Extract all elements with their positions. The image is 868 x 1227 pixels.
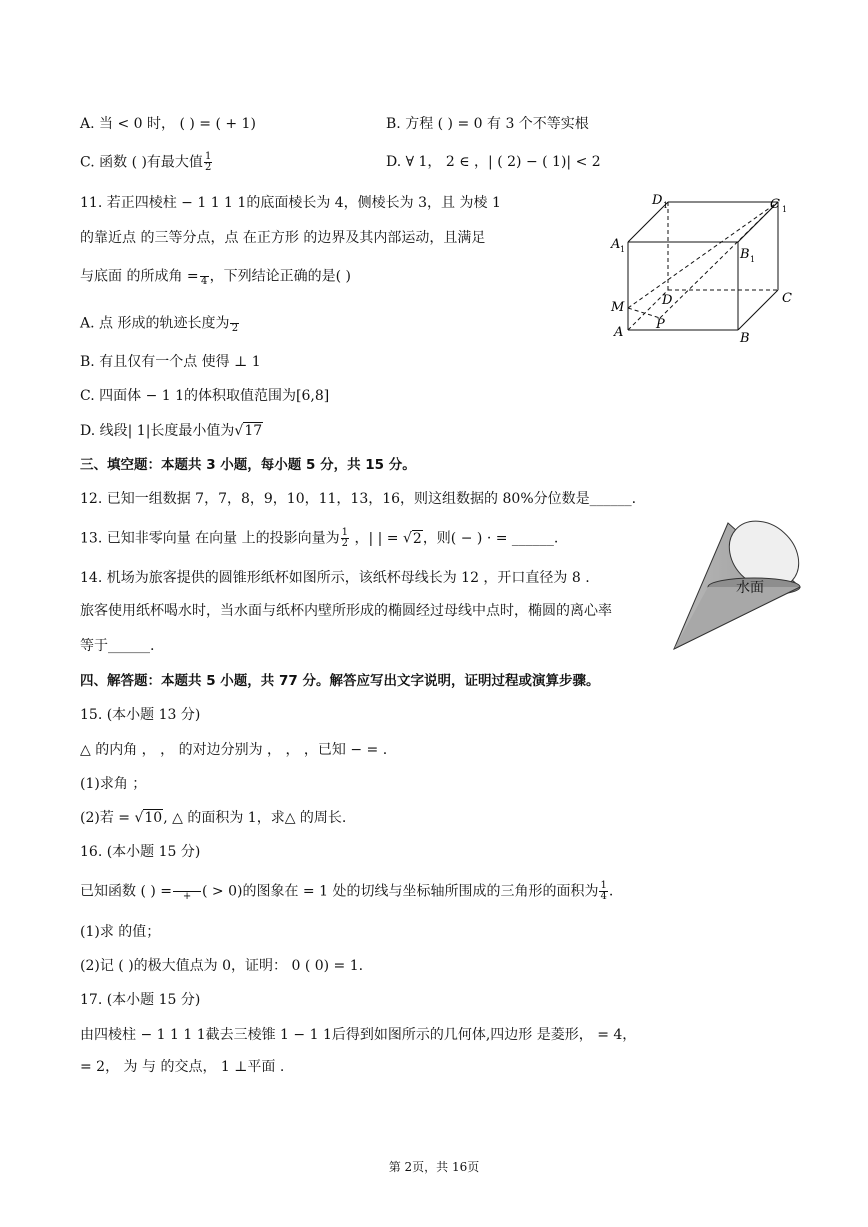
- q16-line3: (2)记 ( )的极大值点为 0，证明： 0 ( 0) = 1.: [80, 958, 364, 974]
- q11-option-a: A. 点 形成的轨迹长度为 2: [80, 313, 240, 334]
- svg-text:1: 1: [750, 255, 756, 264]
- label-a: A: [614, 325, 624, 340]
- q17-line2: = 2， 为 与 的交点， 1 ⊥平面 .: [80, 1059, 285, 1075]
- label-b: B: [740, 331, 750, 345]
- q11-option-d: D. 线段| 1|长度最小值为√17: [80, 423, 263, 439]
- q15-line3: (2)若 = √10, △ 的面积为 1，求△ 的周长.: [80, 810, 347, 826]
- q16-head: 16. (本小题 15 分): [80, 844, 201, 860]
- label-m: M: [611, 300, 625, 315]
- fraction: 2: [230, 313, 239, 334]
- q16-line1: 已知函数 ( ) = + ( > 0)的图象在 = 1 处的切线与坐标轴所围成的三角形的面积为 $\frac{1}{4}$ .: [80, 880, 614, 902]
- label-d1: D: [652, 193, 663, 208]
- q14-line2: 旅客使用纸杯喝水时，当水面与纸杯内壁所形成的椭圆经过母线中点时，椭圆的离心率: [80, 603, 612, 619]
- fraction: $\frac{1}{4}$: [600, 880, 607, 902]
- q17-line1: 由四棱柱 − 1 1 1 1截去三棱锥 1 − 1 1后得到如图所示的几何体,四边形 是菱形， = 4，: [80, 1027, 637, 1043]
- label-a1: A: [611, 237, 621, 252]
- water-surface-label: 水面: [736, 580, 764, 596]
- label-d: D: [662, 293, 673, 308]
- q14-line3: 等于______.: [80, 638, 155, 654]
- q11-stem-line1: 11. 若正四棱柱 − 1 1 1 1的底面棱长为 4，侧棱长为 3，且 为棱 1: [80, 195, 501, 211]
- q10-option-c: [80, 152, 213, 173]
- q15-head: 15. (本小题 13 分): [80, 707, 201, 723]
- svg-text:1: 1: [663, 201, 669, 210]
- label-p: P: [656, 317, 665, 332]
- q10-option-a: A. 当 < 0 时， ( ) = ( + 1): [80, 116, 256, 132]
- page-footer: 第 2页，共 16页: [388, 1160, 480, 1174]
- prism-figure: [608, 190, 798, 345]
- section3-heading: 三、填空题：本题共 3 小题，每小题 5 分，共 15 分。: [80, 457, 416, 473]
- q14-line1: 14. 机场为旅客提供的圆锥形纸杯如图所示，该纸杯母线长为 12 ，开口直径为 8 .: [80, 570, 590, 586]
- fraction: +: [173, 881, 201, 902]
- fraction: 4: [200, 266, 209, 287]
- q10-option-c-text: C. 函数 ( )有最大值: [80, 154, 203, 171]
- q11-stem-line3: [80, 266, 351, 287]
- fraction: $\frac{1}{2}$: [341, 527, 348, 549]
- label-b1: B: [740, 247, 750, 262]
- label-c1: C: [770, 197, 780, 212]
- q11-text: 与底面 的所成角 =: [80, 268, 199, 285]
- section4-heading: 四、解答题：本题共 5 小题，共 77 分。解答应写出文字说明，证明过程或演算步骤。: [80, 673, 600, 689]
- q17-head: 17. (本小题 15 分): [80, 992, 201, 1008]
- q11-stem-line2: 的靠近点 的三等分点，点 在正方形 的边界及其内部运动，且满足: [80, 230, 486, 246]
- q11-text: ，下列结论正确的是( ): [209, 268, 352, 285]
- q13-text: 13. 已知非零向量 在向量 上的投影向量为 $\frac{1}{2}$ ，| | = √2，则( − ) · = ______.: [80, 527, 559, 549]
- q10-option-b: B. 方程 ( ) = 0 有 3 个不等实根: [386, 116, 589, 132]
- q15-line2: (1)求角 ；: [80, 776, 147, 792]
- svg-text:1: 1: [782, 205, 788, 214]
- fraction: $\frac{1}{2}$: [204, 151, 212, 173]
- q12-text: 12. 已知一组数据 7，7，8，9，10，11，13，16，则这组数据的 80%分位数是______.: [80, 491, 637, 507]
- label-c: C: [782, 291, 792, 306]
- cone-cup-figure: [668, 515, 806, 655]
- q11-option-c: C. 四面体 − 1 1的体积取值范围为[6,8]: [80, 388, 330, 404]
- q11-option-b: B. 有且仅有一个点 使得 ⊥ 1: [80, 354, 261, 370]
- q15-line1: △ 的内角 ， ， 的对边分别为 ， ， ，已知 − = .: [80, 742, 388, 758]
- q16-line2: (1)求 的值；: [80, 924, 161, 940]
- svg-text:1: 1: [620, 245, 626, 254]
- q10-option-d: D. ∀ 1， 2 ∈ ，| ( 2) − ( 1)| < 2: [386, 154, 601, 170]
